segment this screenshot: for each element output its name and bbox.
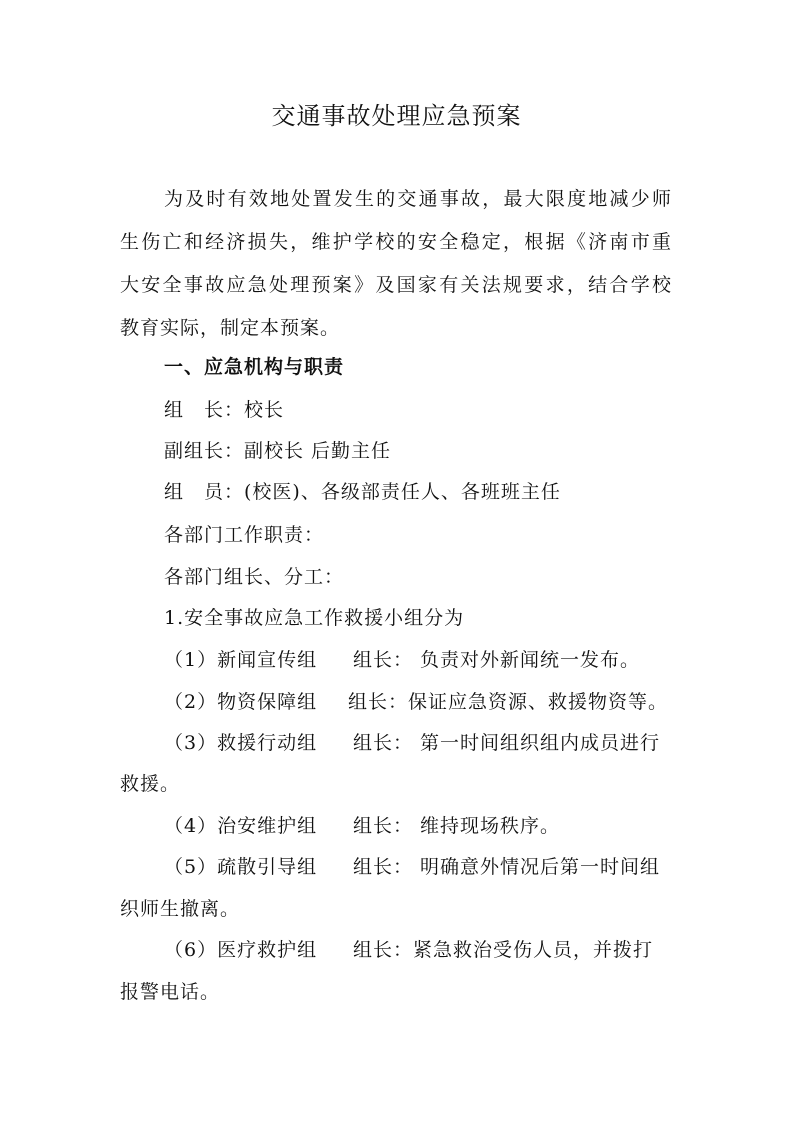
leader-line: 组 长：校长 (164, 399, 285, 421)
intro-line-4: 教育实际，制定本预案。 (120, 317, 341, 339)
section-heading: 一、应急机构与职责 (164, 356, 345, 378)
team-role-4: 组长： 维持现场秩序。 (353, 815, 561, 837)
document-title: 交通事故处理应急预案 (271, 102, 522, 130)
intro-line-1: 为及时有效地处置发生的交通事故，最大限度地减少师 (164, 188, 672, 210)
team-role-2: 组长：保证应急资源、救援物资等。 (348, 691, 669, 713)
team-role-6-line-1: 组长：紧急救治受伤人员，并拨打 (353, 939, 654, 961)
deputy-line: 副组长：副校长 后勤主任 (164, 440, 392, 462)
division-line: 各部门组长、分工： (164, 566, 345, 588)
team-name-4: （4）治安维护组 (164, 815, 318, 837)
intro-line-2: 生伤亡和经济损失，维护学校的安全稳定，根据《济南市重 (120, 231, 672, 253)
team-name-6: （6）医疗救护组 (164, 939, 318, 961)
team-role-6-line-2: 报警电话。 (120, 981, 221, 1003)
duties-line: 各部门工作职责： (164, 524, 325, 546)
team-name-2: （2）物资保障组 (164, 691, 318, 713)
members-line: 组 员：(校医)、各级部责任人、各班班主任 (164, 481, 561, 503)
team-role-3-line-1: 组长： 第一时间组织组内成员进行 (353, 732, 661, 754)
team-role-5-line-1: 组长： 明确意外情况后第一时间组 (353, 856, 661, 878)
team-role-5-line-2: 织师生撤离。 (120, 898, 241, 920)
team-role-3-line-2: 救援。 (120, 773, 181, 795)
intro-line-3: 大安全事故应急处理预案》及国家有关法规要求，结合学校 (120, 274, 672, 296)
team-role-1: 组长： 负责对外新闻统一发布。 (353, 649, 641, 671)
teams-intro-line: 1.安全事故应急工作救援小组分为 (164, 607, 465, 629)
team-name-5: （5）疏散引导组 (164, 856, 318, 878)
team-name-3: （3）救援行动组 (164, 732, 318, 754)
team-name-1: （1）新闻宣传组 (164, 649, 318, 671)
